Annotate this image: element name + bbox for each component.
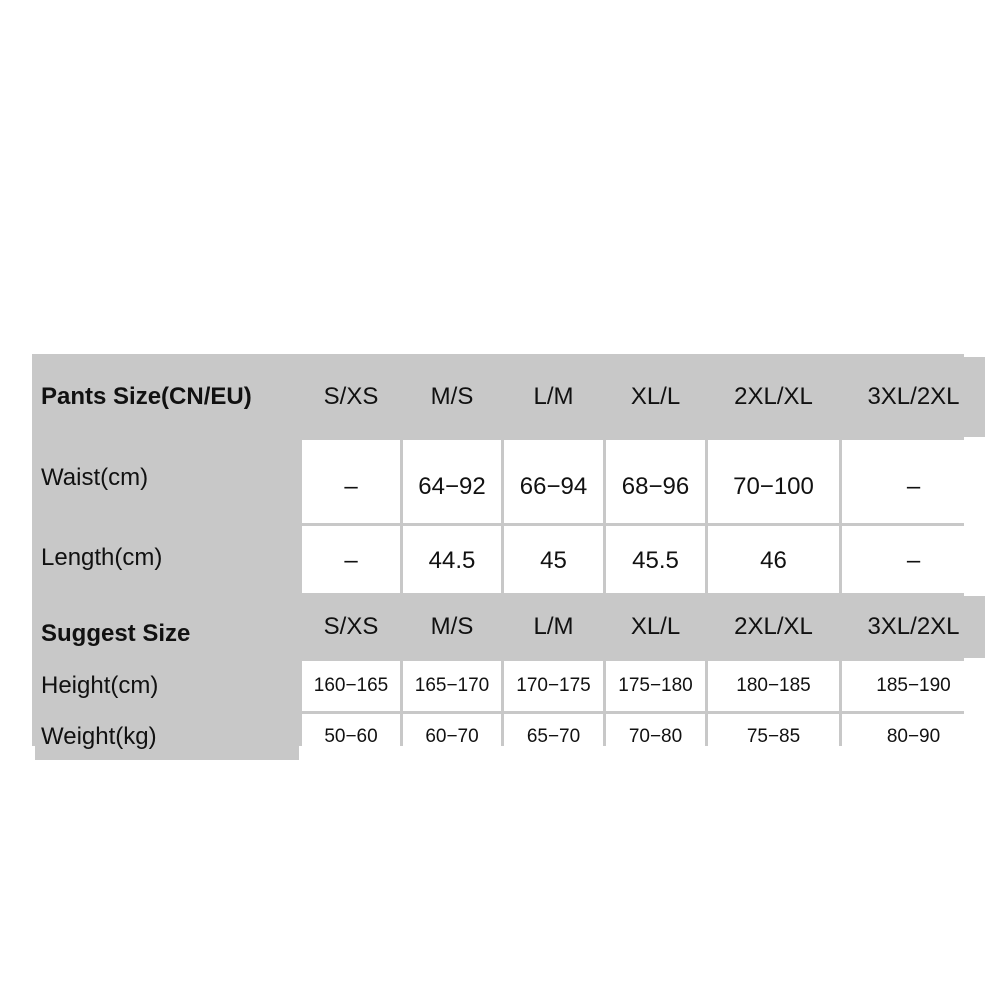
weight-value-m-s: 60−70 xyxy=(403,714,501,760)
height-value-xl-l: 175−180 xyxy=(606,661,705,711)
length-value-m-s: 44.5 xyxy=(403,526,501,593)
weight-value-l-m: 65−70 xyxy=(504,714,603,760)
suggest-size-s-xs: S/XS xyxy=(302,596,400,658)
header-size-3xl-2xl: 3XL/2XL xyxy=(842,357,985,437)
pants-size-header-label: Pants Size(CN/EU) xyxy=(35,357,299,437)
header-size-s-xs: S/XS xyxy=(302,357,400,437)
height-value-s-xs: 160−165 xyxy=(302,661,400,711)
header-size-m-s: M/S xyxy=(403,357,501,437)
size-chart-table xyxy=(32,354,964,750)
suggest-size-xl-l: XL/L xyxy=(606,596,705,658)
waist-value-2xl-xl: 70−100 xyxy=(708,440,839,523)
height-label: Height(cm) xyxy=(35,661,299,711)
length-label: Length(cm) xyxy=(35,526,299,593)
header-size-2xl-xl: 2XL/XL xyxy=(708,357,839,437)
suggest-size-3xl-2xl: 3XL/2XL xyxy=(842,596,985,658)
waist-value-l-m: 66−94 xyxy=(504,440,603,523)
header-size-xl-l: XL/L xyxy=(606,357,705,437)
length-value-xl-l: 45.5 xyxy=(606,526,705,593)
weight-value-3xl-2xl: 80−90 xyxy=(842,714,985,760)
height-value-m-s: 165−170 xyxy=(403,661,501,711)
waist-value-s-xs: – xyxy=(302,440,400,523)
suggest-size-l-m: L/M xyxy=(504,596,603,658)
suggest-size-header-label: Suggest Size xyxy=(35,596,299,658)
length-value-s-xs: – xyxy=(302,526,400,593)
waist-value-xl-l: 68−96 xyxy=(606,440,705,523)
length-value-2xl-xl: 46 xyxy=(708,526,839,593)
header-size-l-m: L/M xyxy=(504,357,603,437)
height-value-2xl-xl: 180−185 xyxy=(708,661,839,711)
height-value-l-m: 170−175 xyxy=(504,661,603,711)
weight-value-xl-l: 70−80 xyxy=(606,714,705,760)
suggest-size-m-s: M/S xyxy=(403,596,501,658)
weight-value-2xl-xl: 75−85 xyxy=(708,714,839,760)
waist-value-3xl-2xl: – xyxy=(842,440,985,523)
weight-label: Weight(kg) xyxy=(35,714,299,760)
length-value-3xl-2xl: – xyxy=(842,526,985,593)
suggest-size-2xl-xl: 2XL/XL xyxy=(708,596,839,658)
length-value-l-m: 45 xyxy=(504,526,603,593)
waist-label: Waist(cm) xyxy=(35,440,299,523)
waist-value-m-s: 64−92 xyxy=(403,440,501,523)
weight-value-s-xs: 50−60 xyxy=(302,714,400,760)
height-value-3xl-2xl: 185−190 xyxy=(842,661,985,711)
